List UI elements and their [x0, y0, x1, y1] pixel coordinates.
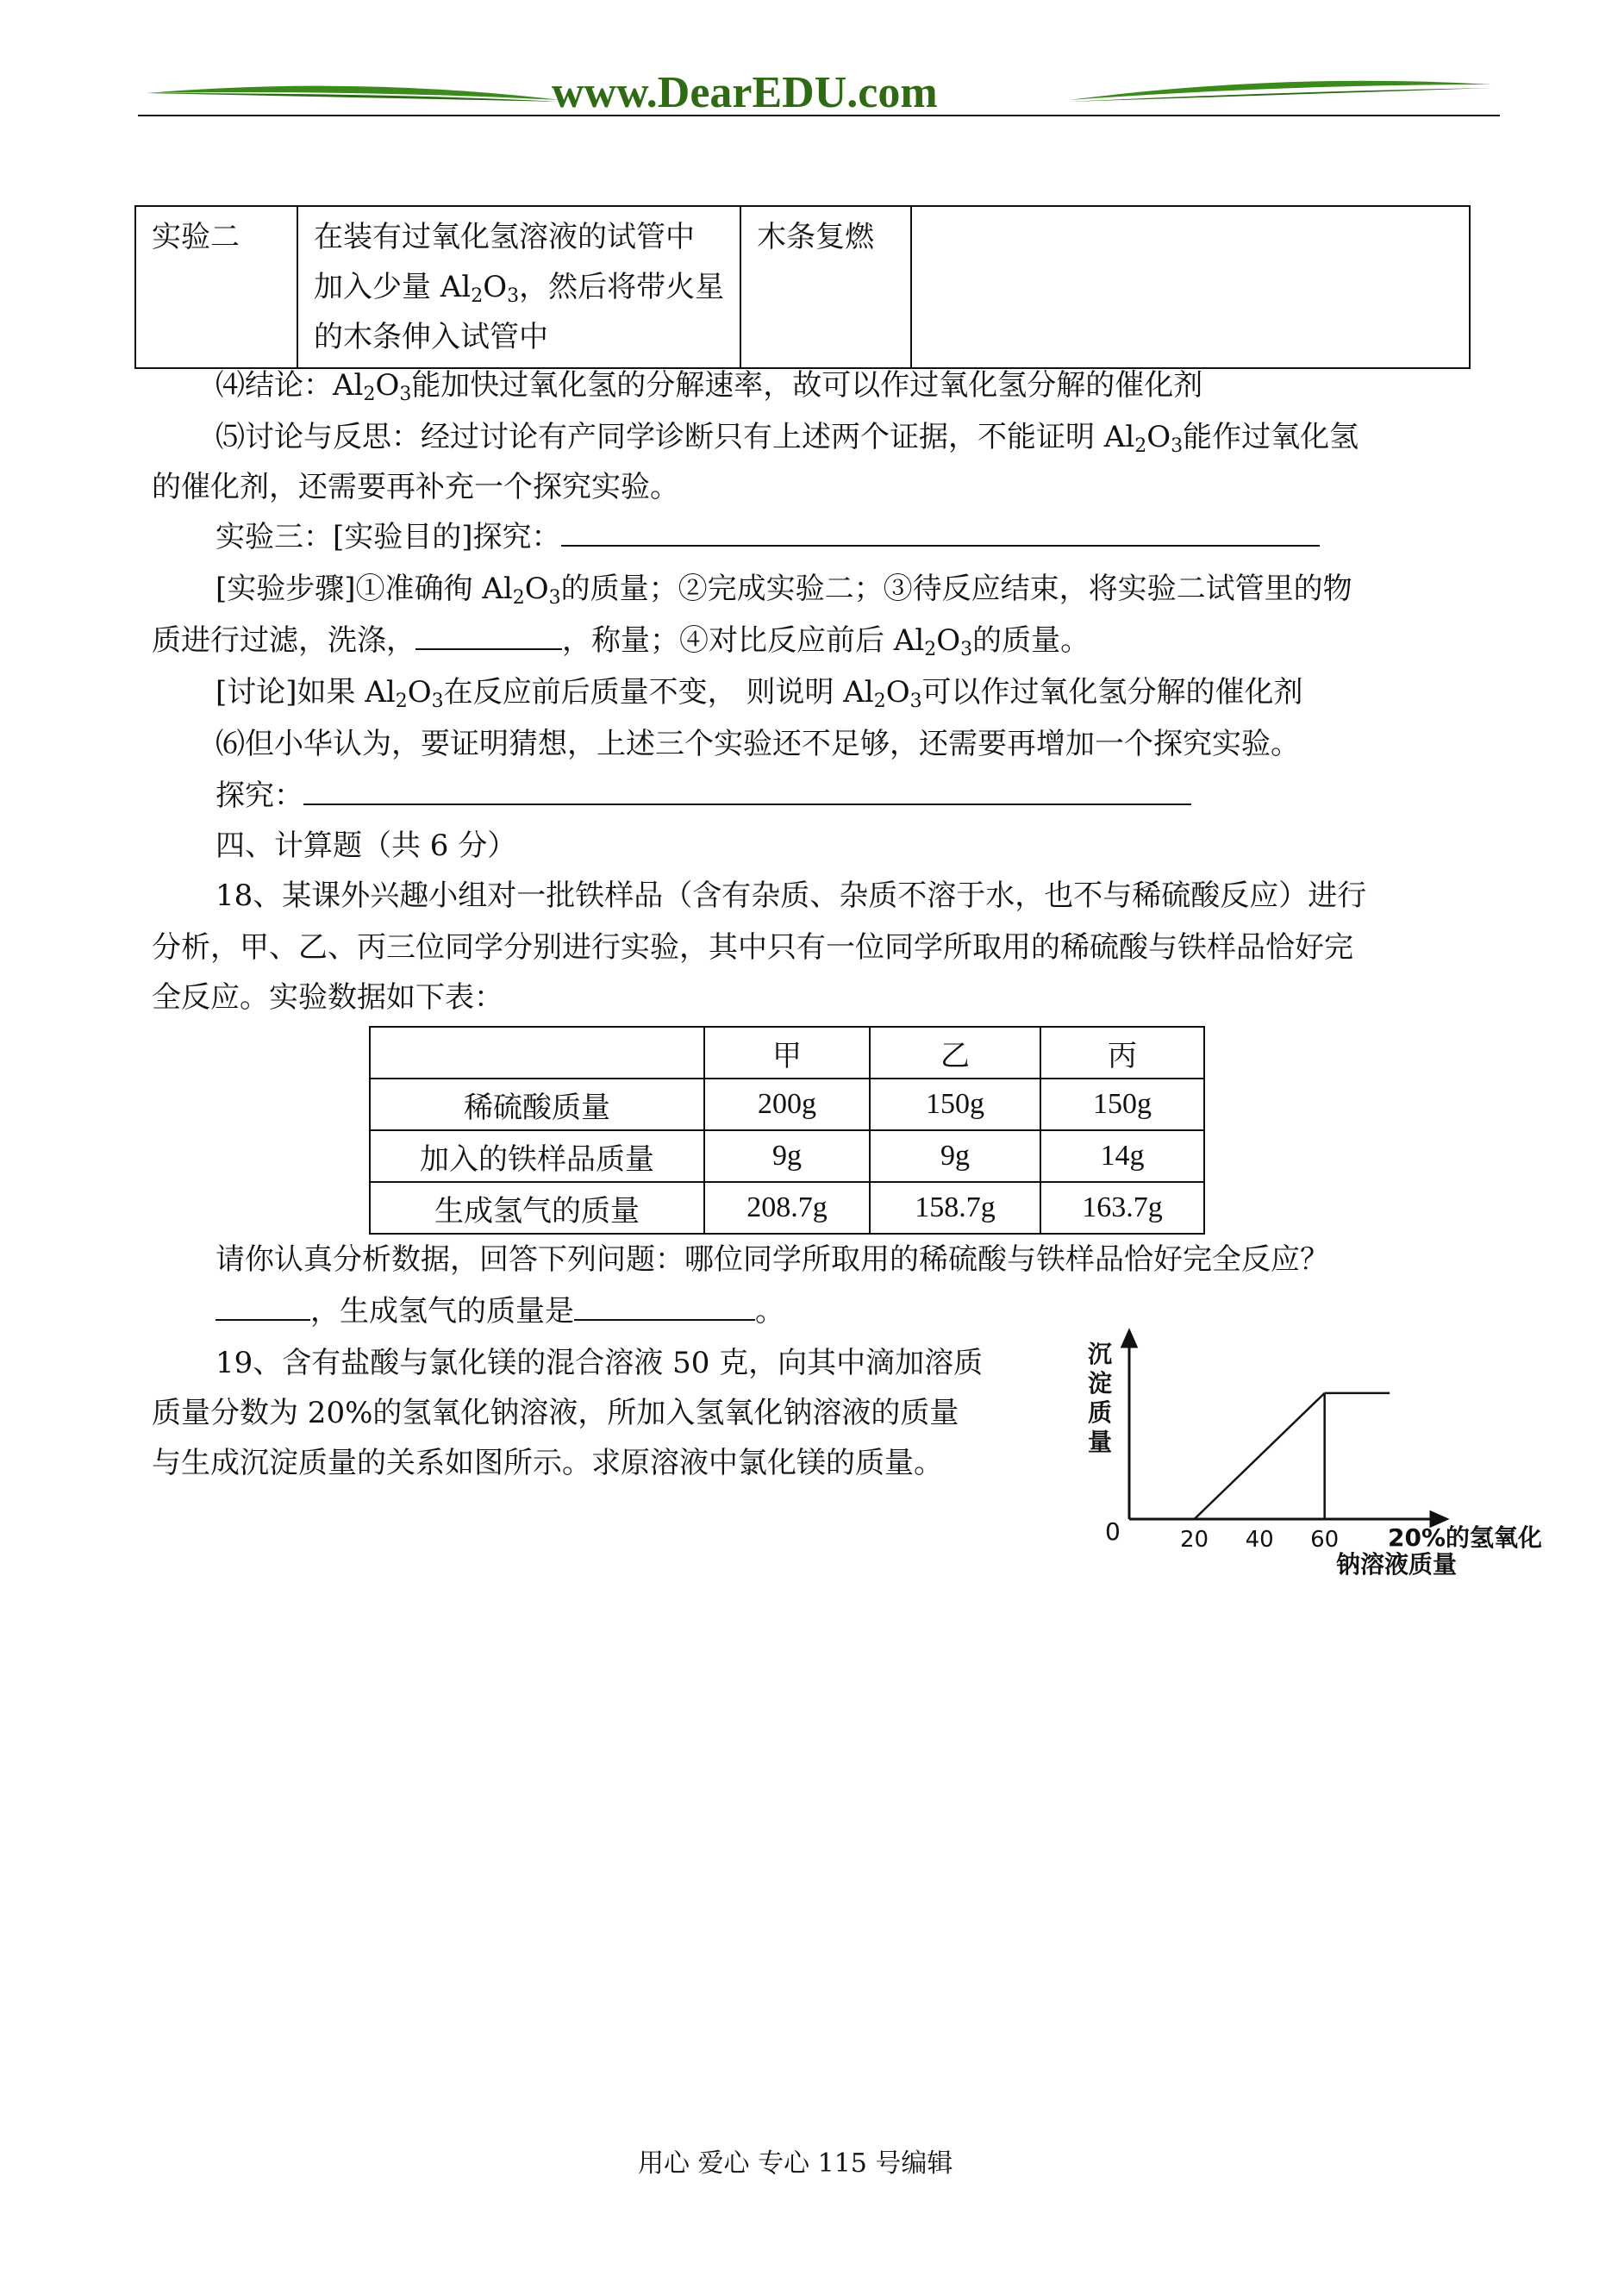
answer-blank[interactable] — [574, 1291, 755, 1321]
table-cell: 150g — [870, 1079, 1040, 1130]
discussion-line-cont: 的催化剂，还需要再补充一个探究实验。 — [152, 470, 679, 504]
table-cell: 14g — [1040, 1130, 1204, 1182]
q18-line2: 分析，甲、乙、丙三位同学分别进行实验，其中只有一位同学所取用的稀硫酸与铁样品恰好完 — [152, 930, 1353, 965]
series-segment — [1195, 1393, 1325, 1519]
x-tick-label: 20 — [1180, 1527, 1209, 1553]
table-cell: 木条复燃 — [740, 206, 911, 368]
experiment3-purpose: 实验三：[实验目的]探究： — [215, 517, 1320, 557]
q18-answer-line: ，生成氢气的质量是 。 — [215, 1291, 784, 1331]
q19-line1: 19、含有盐酸与氯化镁的混合溶液 50 克，向其中滴加溶质 — [215, 1346, 984, 1380]
experiment-table — [134, 205, 1471, 369]
site-url: www.DearEDU.com — [552, 68, 938, 117]
table-row — [135, 206, 1470, 368]
discussion-statement: [讨论]如果 $Al_2O_3$在反应前后质量不变， 则说明 $Al_2O_3$可以作过氧化氢分解的催化剂 — [215, 675, 1303, 712]
x-axis-label: 20%的氢氧化 — [1388, 1523, 1543, 1552]
table-row — [370, 1182, 1204, 1234]
table-header-cell — [370, 1027, 704, 1079]
experiment-steps-cont: 质进行过滤，洗涤， ，称量；④对比反应前后 $Al_2O_3$的质量。 — [152, 621, 1090, 660]
data-table — [369, 1026, 1205, 1235]
table-cell — [911, 206, 1470, 368]
chart-ticks — [1180, 1527, 1339, 1553]
precipitation-chart — [1069, 1328, 1543, 1586]
table-cell: 9g — [704, 1130, 870, 1182]
explore-line: 探究： — [215, 776, 1191, 816]
table-header-cell: 乙 — [870, 1027, 1040, 1079]
table-header-cell: 丙 — [1040, 1027, 1204, 1079]
table-cell: 生成氢气的质量 — [370, 1182, 704, 1234]
section-title: 四、计算题（共 6 分） — [215, 829, 517, 863]
experiment-steps: [实验步骤]①准确徇 $Al_2O_3$的质量；②完成实验二；③待反应结束，将实验二试管里的物 — [215, 572, 1352, 609]
q18-line1: 18、某课外兴趣小组对一批铁样品（含有杂质、杂质不溶于水，也不与稀硫酸反应）进行 — [215, 879, 1367, 913]
table-header-row — [370, 1027, 1204, 1079]
table-cell: 实验二 — [135, 206, 297, 368]
conclusion-line: ⑷结论：$Al_2O_3$能加快过氧化氢的分解速率，故可以作过氧化氢分解的催化剂 — [215, 368, 1203, 405]
q18-question: 请你认真分析数据，回答下列问题：哪位同学所取用的稀硫酸与铁样品恰好完全反应？ — [215, 1242, 1329, 1277]
table-cell: 加入的铁样品质量 — [370, 1130, 704, 1182]
answer-blank[interactable] — [561, 517, 1320, 547]
footer-text: 用心 爱心 专心 115 号编辑 — [638, 2148, 953, 2179]
y-axis-arrow — [1122, 1331, 1136, 1347]
table-cell: 208.7g — [704, 1182, 870, 1234]
x-axis-label: 钠溶液质量 — [1336, 1550, 1458, 1579]
answer-blank[interactable] — [415, 621, 562, 650]
q18-line3: 全反应。实验数据如下表： — [152, 980, 503, 1015]
chart-series — [1195, 1393, 1390, 1519]
chart-axes — [1122, 1331, 1446, 1526]
table-cell: 163.7g — [1040, 1182, 1204, 1234]
discussion-line: ⑸讨论与反思：经过讨论有产同学诊断只有上述两个证据，不能证明 $Al_2O_3$能作过氧化氢 — [215, 420, 1359, 457]
q19-line2: 质量分数为 20%的氢氧化钠溶液，所加入氢氧化钠溶液的质量 — [152, 1396, 959, 1430]
answer-blank[interactable] — [215, 1291, 310, 1321]
table-cell: 稀硫酸质量 — [370, 1079, 704, 1130]
paragraph-6: ⑹但小华认为，要证明猜想，上述三个实验还不足够，还需要再增加一个探究实验。 — [215, 727, 1300, 761]
table-cell: 200g — [704, 1079, 870, 1130]
x-tick-label: 40 — [1245, 1527, 1274, 1553]
table-cell: 9g — [870, 1130, 1040, 1182]
table-cell: 150g — [1040, 1079, 1204, 1130]
answer-blank[interactable] — [303, 776, 1191, 805]
table-header-cell: 甲 — [704, 1027, 870, 1079]
origin-label: 0 — [1105, 1517, 1121, 1546]
table-cell: 在装有过氧化氢溶液的试管中 加入少量 $Al_2O_3$，然后将带火星 的木条伸入试管中 — [297, 206, 740, 368]
x-tick-label: 60 — [1310, 1527, 1340, 1553]
q19-line3: 与生成沉淀质量的关系如图所示。求原溶液中氯化镁的质量。 — [152, 1446, 943, 1480]
table-row — [370, 1079, 1204, 1130]
table-row — [370, 1130, 1204, 1182]
table-cell: 158.7g — [870, 1182, 1040, 1234]
y-axis-label: 沉 淀 质 量 — [1088, 1340, 1113, 1456]
